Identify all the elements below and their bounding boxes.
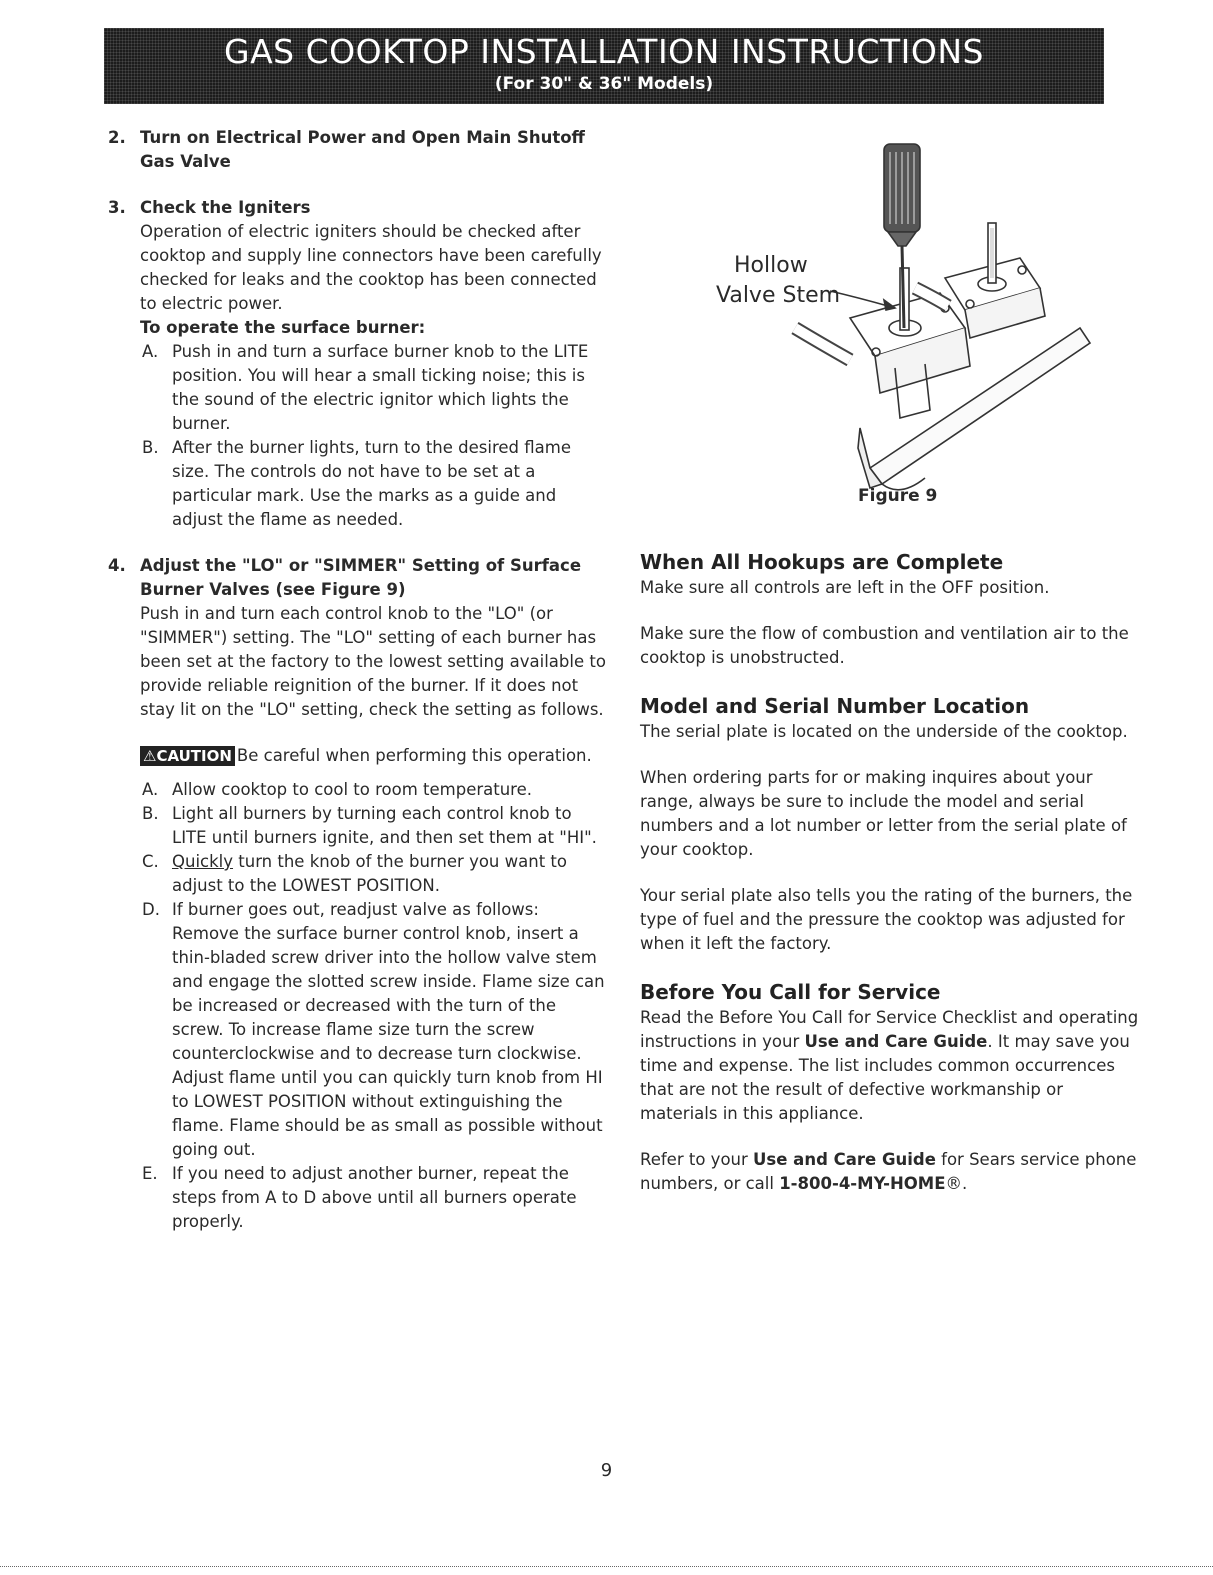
sub-heading: To operate the surface burner:: [140, 318, 426, 337]
title-banner: [104, 28, 1104, 104]
guide-reference: Use and Care Guide: [804, 1032, 988, 1051]
list-text: Allow cooktop to cool to room temperature.: [172, 780, 532, 799]
document-title: GAS COOKTOP INSTALLATION INSTRUCTIONS: [224, 32, 984, 71]
paragraph: The serial plate is located on the underside of the cooktop.: [640, 722, 1128, 741]
paragraph: When ordering parts for or making inquires about your range, always be sure to include the model and serial numbers and a lot number or letter from the serial plate of your cooktop.: [640, 768, 1127, 859]
document-subtitle: (For 30" & 36" Models): [494, 74, 714, 94]
step-number: 4.: [108, 556, 126, 575]
caution-text: Be careful when performing this operation.: [236, 746, 592, 765]
section-heading-service: Before You Call for Service: [640, 980, 941, 1004]
figure-caption: Figure 9: [858, 486, 938, 506]
list-item: [140, 436, 608, 532]
list-text: [172, 850, 608, 898]
step-heading-line: Turn on Electrical Power and Open Main Shutoff: [140, 128, 585, 147]
paragraph: Make sure the flow of combustion and ventilation air to the cooktop is unobstructed.: [640, 624, 1129, 667]
list-letter: C.: [142, 852, 159, 871]
list-letter: D.: [142, 900, 160, 919]
list-text: If burner goes out, readjust valve as follows: Remove the surface burner control knob, insert a thin-bladed screw driver into the hollow valve stem and engage the slotted screw inside. Flame size can be increased or decreased with the turn of the screw. To increase flame size turn the screw counterclockwise and to decrease turn clockwise. Adjust flame until you can quickly turn knob from HI to LOWEST POSITION without extinguishing the flame. Flame should be as small as possible without going out.: [172, 900, 605, 1159]
text-run: . It may save you time and expense. The list includes common occurrences that are not the result of defective workmanship or materials in this appliance.: [640, 1032, 1130, 1123]
step-heading: Adjust the "LO" or "SIMMER" Setting of Surface Burner Valves (see Figure 9): [140, 556, 582, 599]
valve-illustration: [700, 128, 1120, 508]
caution-note: [140, 744, 608, 768]
step-body: Push in and turn each control knob to the "LO" (or "SIMMER") setting. The "LO" setting of each burner has been set at the factory to the lowest setting available to provide reliable reignition of the burner. If it does not stay lit on the "LO" setting, check the setting as follows.: [140, 604, 606, 719]
list-item: [140, 898, 608, 1162]
section-heading-hookups: When All Hookups are Complete: [640, 550, 1004, 574]
page-number: 9: [600, 1460, 613, 1481]
text-run: ®.: [945, 1174, 968, 1193]
right-column: [640, 548, 1140, 1196]
list-text: If you need to adjust another burner, repeat the steps from A to D above until all burners operate properly.: [172, 1164, 577, 1231]
list-text-rest: turn the knob of the burner you want to adjust to the LOWEST POSITION.: [172, 852, 567, 895]
paragraph: [640, 1006, 1140, 1126]
step-heading-line: Gas Valve: [140, 152, 231, 171]
step-number: 2.: [108, 128, 126, 147]
caution-badge: ⚠CAUTION: [140, 746, 235, 766]
list-text: Light all burners by turning each control knob to LITE until burners ignite, and then set them at "HI".: [172, 804, 597, 847]
list-letter: A.: [142, 780, 159, 799]
list-item: [140, 340, 608, 436]
guide-reference: Use and Care Guide: [753, 1150, 936, 1169]
underlined-word: Quickly: [172, 852, 234, 871]
list-letter: B.: [142, 438, 159, 457]
figure-label-valve-stem: Valve Stem: [716, 283, 841, 308]
step-3: [108, 196, 608, 532]
step-body: Operation of electric igniters should be checked after cooktop and supply line connectors have been carefully checked for leaks and the cooktop has been connected to electric power.: [140, 222, 602, 313]
list-item: [140, 802, 608, 850]
paragraph: Your serial plate also tells you the rating of the burners, the type of fuel and the pressure the cooktop was adjusted for when it left the factory.: [640, 886, 1133, 953]
text-run: Refer to your: [640, 1150, 754, 1169]
list-text: After the burner lights, turn to the desired flame size. The controls do not have to be set at a particular mark. Use the marks as a guide and adjust the flame as needed.: [172, 438, 571, 529]
paragraph: [640, 1148, 1140, 1196]
list-letter: B.: [142, 804, 159, 823]
list-item: [140, 778, 608, 802]
phone-number: 1-800-4-MY-HOME: [779, 1174, 946, 1193]
footer-divider: [0, 1566, 1213, 1567]
step-4: [108, 554, 608, 1234]
section-heading-model-serial: Model and Serial Number Location: [640, 694, 1030, 718]
list-text: Push in and turn a surface burner knob to the LITE position. You will hear a small ticking noise; this is the sound of the electric ignitor which lights the burner.: [172, 342, 589, 433]
text-run: Read the Before You Call for Service Checklist and operating instructions in your: [640, 1008, 1139, 1051]
list-letter: E.: [142, 1164, 158, 1183]
step-2: [108, 126, 608, 174]
step-number: 3.: [108, 198, 126, 217]
step-heading: [140, 126, 608, 174]
text-run: for Sears service phone numbers, or call: [640, 1150, 1137, 1193]
step-heading: Check the Igniters: [140, 198, 311, 217]
list-item: [140, 850, 608, 898]
list-letter: A.: [142, 342, 159, 361]
paragraph: Make sure all controls are left in the OFF position.: [640, 578, 1050, 597]
left-column: [108, 126, 608, 1234]
figure-label-hollow: Hollow: [734, 253, 808, 278]
list-item: [140, 1162, 608, 1234]
